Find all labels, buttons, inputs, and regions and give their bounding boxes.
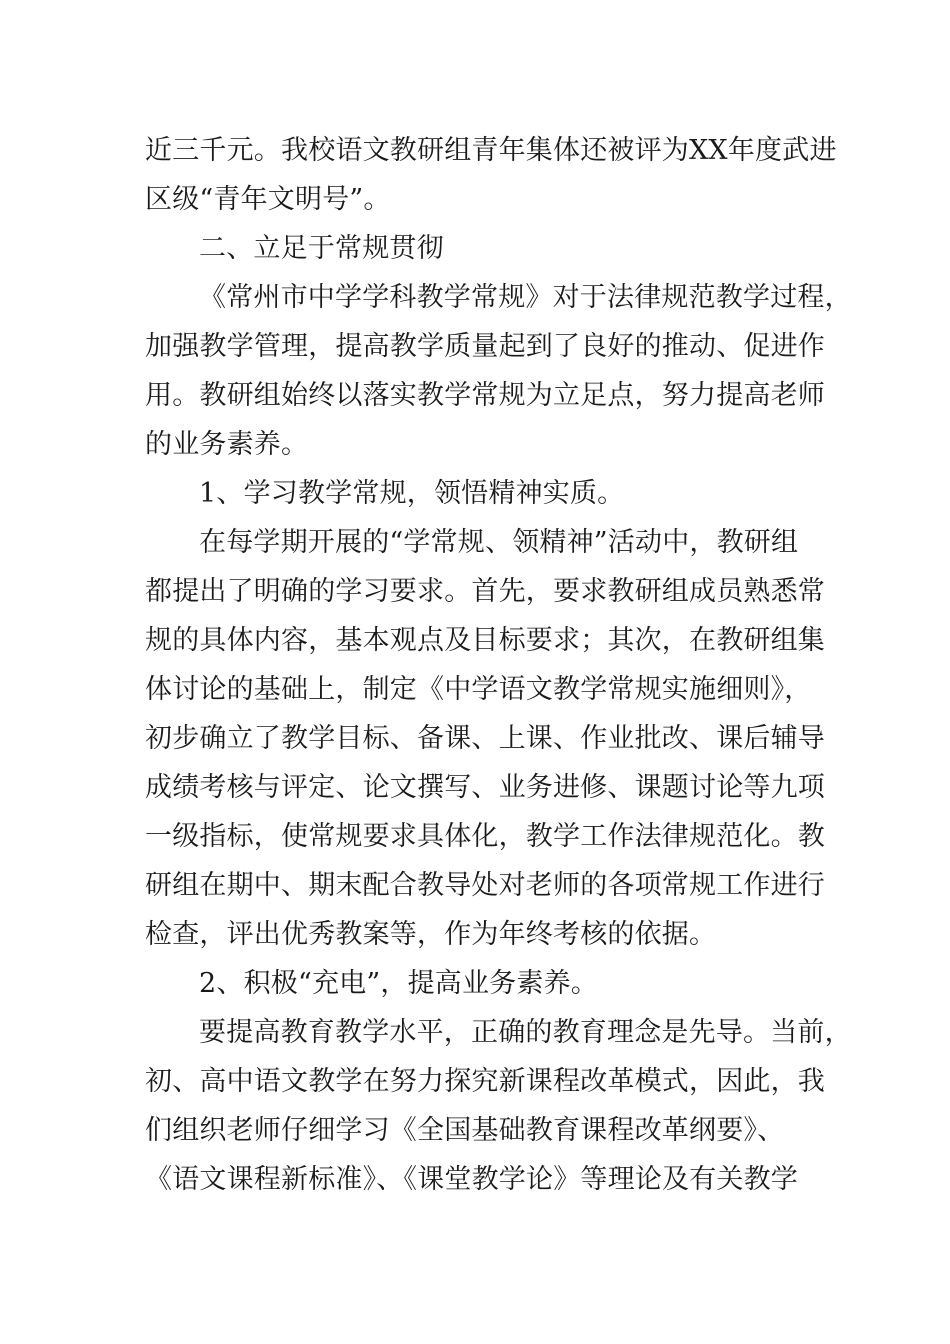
text-line: 在每学期开展的“学常规、领精神”活动中，教研组 bbox=[199, 527, 799, 558]
text-line: 体讨论的基础上，制定《中学语文教学常规实施细则》， bbox=[145, 674, 812, 705]
text-line: 成绩考核与评定、论文撰写、业务进修、课题讨论等九项 bbox=[145, 772, 825, 803]
text-line: 《语文课程新标准》、《课堂教学论》等理论及有关教学 bbox=[145, 1164, 798, 1195]
section-heading: 二、立足于常规贯彻 bbox=[199, 233, 444, 264]
text-line: 研组在期中、期末配合教导处对老师的各项常规工作进行 bbox=[145, 870, 825, 901]
text-line: 要提高教育教学水平，正确的教育理念是先导。当前， bbox=[199, 1017, 852, 1048]
text-line: 们组织老师仔细学习《全国基础教育课程改革纲要》、 bbox=[145, 1115, 785, 1146]
document-body bbox=[145, 126, 852, 1204]
subsection-heading: 2、积极“充电”，提高业务素养。 bbox=[199, 968, 598, 999]
subsection-heading: 1、学习教学常规，领悟精神实质。 bbox=[199, 478, 625, 509]
text-line: 一级指标，使常规要求具体化，教学工作法律规范化。教 bbox=[145, 821, 825, 852]
text-line: 初步确立了教学目标、备课、上课、作业批改、课后辅导 bbox=[145, 723, 825, 754]
text-line: 规的具体内容，基本观点及目标要求；其次，在教研组集 bbox=[145, 625, 825, 656]
text-line: 检查，评出优秀教案等，作为年终考核的依据。 bbox=[145, 919, 717, 950]
text-line: 初、高中语文教学在努力探究新课程改革模式，因此，我 bbox=[145, 1066, 825, 1097]
text-line: 都提出了明确的学习要求。首先，要求教研组成员熟悉常 bbox=[145, 576, 825, 607]
text-line: 的业务素养。 bbox=[145, 429, 309, 460]
text-line: 用。教研组始终以落实教学常规为立足点，努力提高老师 bbox=[145, 380, 825, 411]
text-line: 《常州市中学学科教学常规》对于法律规范教学过程， bbox=[199, 282, 852, 313]
text-line: 近三千元。我校语文教研组青年集体还被评为XX年度武进 bbox=[145, 135, 837, 166]
text-line: 加强教学管理，提高教学质量起到了良好的推动、促进作 bbox=[145, 331, 825, 362]
text-line: 区级“青年文明号”。 bbox=[145, 184, 391, 215]
